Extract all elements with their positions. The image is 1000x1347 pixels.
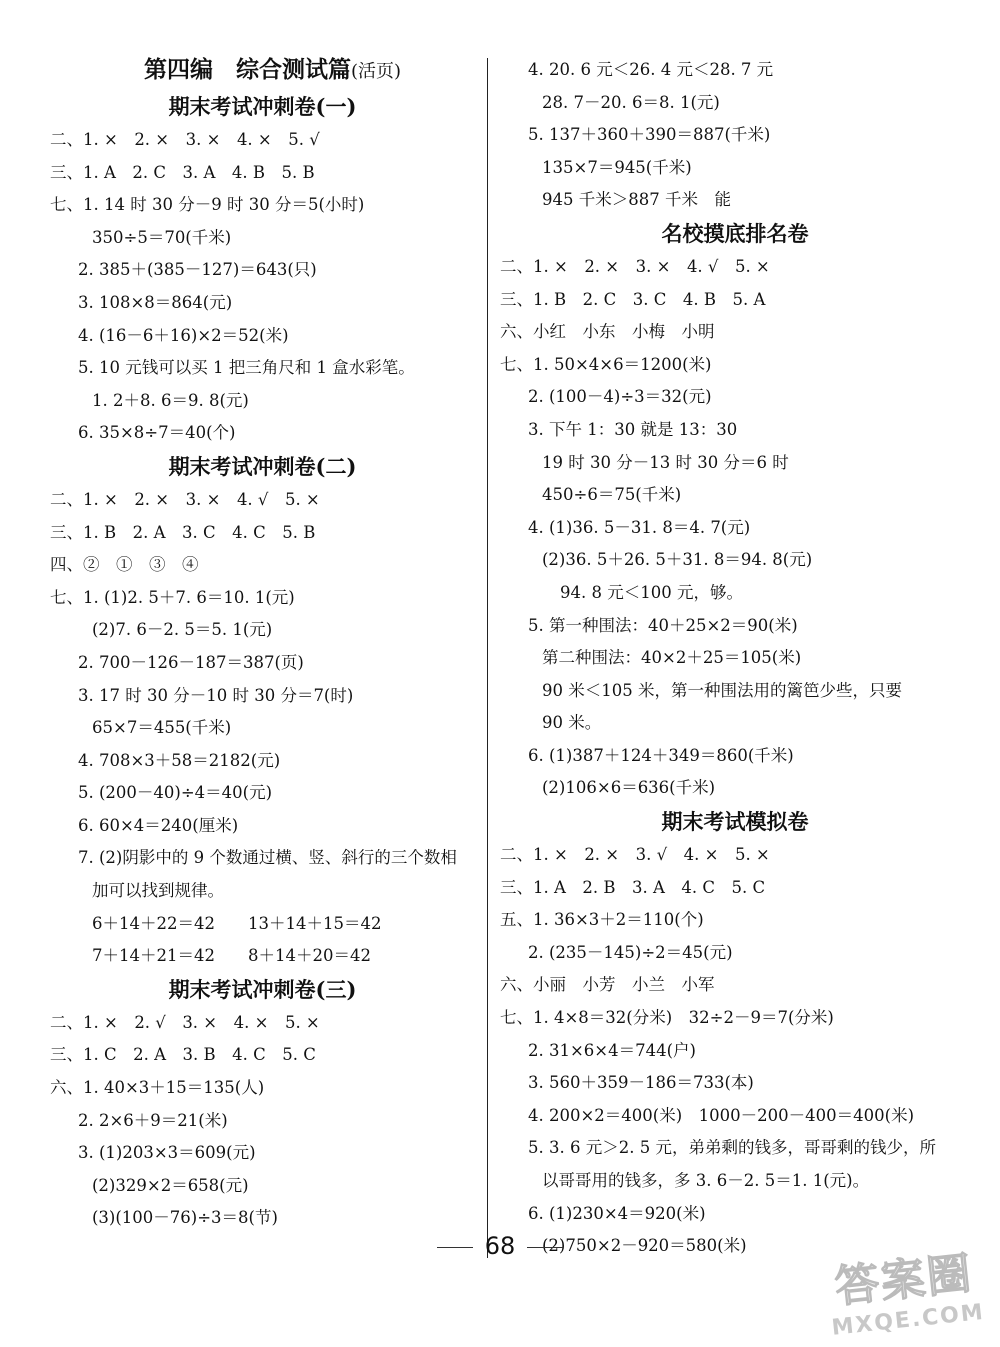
watermark-logo <box>824 1236 986 1341</box>
answer-line: 三、1. C 2. A 3. B 4. C 5. C <box>50 1045 316 1065</box>
section-header: 期末考试模拟卷 <box>661 809 809 835</box>
answer-line: 5. (200－40)÷4＝40(元) <box>78 783 273 803</box>
left-column <box>50 50 475 1235</box>
answer-line: 2. (100－4)÷3＝32(元) <box>528 387 712 407</box>
page-number: 68 <box>484 1232 516 1260</box>
answer-line: 六、小红 小东 小梅 小明 <box>500 322 715 342</box>
answer-line: 4. 20. 6 元＜26. 4 元＜28. 7 元 <box>528 60 774 79</box>
answer-line: 7. (2)阴影中的 9 个数通过横、竖、斜行的三个数相 <box>78 848 457 868</box>
answer-line: 2. (235－145)÷2＝45(元) <box>528 942 733 962</box>
answer-line: 4. (16－6＋16)×2＝52(米) <box>78 325 289 345</box>
footer-dash-left <box>437 1247 473 1248</box>
answer-line: 四、② ① ③ ④ <box>50 555 199 575</box>
answer-line: 6＋14＋22＝42 13＋14＋15＝42 <box>92 913 382 933</box>
answer-line: 加可以找到规律。 <box>92 881 224 901</box>
answer-line: 65×7＝455(千米) <box>92 718 232 738</box>
answer-line: 28. 7－20. 6＝8. 1(元) <box>542 92 720 112</box>
answer-line: 二、1. × 2. × 3. × 4. √ 5. × <box>500 256 770 276</box>
answer-line: 5. 3. 6 元＞2. 5 元，弟弟剩的钱多，哥哥剩的钱少，所 <box>528 1138 936 1158</box>
right-answers <box>500 54 970 1263</box>
answer-line: 以哥哥用的钱多，多 3. 6－2. 5＝1. 1(元)。 <box>542 1171 870 1190</box>
answer-line: 945 千米＞887 千米 能 <box>542 190 731 210</box>
section-title-note: (活页) <box>350 61 402 82</box>
answer-line: 6. 60×4＝240(厘米) <box>78 815 239 835</box>
answer-line: 3. 108×8＝864(元) <box>78 292 233 312</box>
answer-line: 5. 137＋360＋390＝887(千米) <box>528 125 771 145</box>
answer-line: 三、1. A 2. C 3. A 4. B 5. B <box>50 162 315 182</box>
answer-line: (2)106×6＝636(千米) <box>542 778 716 798</box>
answer-line: 3. 560＋359－186＝733(本) <box>528 1073 754 1093</box>
right-column <box>500 54 970 1263</box>
answer-line: 2. 31×6×4＝744(户) <box>528 1040 696 1060</box>
answer-line: 90 米＜105 米，第一种围法用的篱笆少些，只要 <box>542 680 902 700</box>
answer-line: 二、1. × 2. × 3. × 4. × 5. √ <box>50 130 320 149</box>
answer-line: 五、1. 36×3＋2＝110(个) <box>500 910 704 930</box>
answer-line: 3. 17 时 30 分－10 时 30 分＝7(时) <box>78 685 354 705</box>
answer-line: 2. 385＋(385－127)＝643(只) <box>78 260 317 280</box>
answer-line: 2. 700－126－187＝387(页) <box>78 652 304 672</box>
answer-line: 二、1. × 2. √ 3. × 4. × 5. × <box>50 1012 320 1032</box>
answer-line: 2. 2×6＋9＝21(米) <box>78 1110 228 1130</box>
answer-line: 3. 下午 1：30 就是 13：30 <box>528 419 738 439</box>
watermark-top: 答案圈 <box>833 1247 976 1314</box>
answer-line: 5. 10 元钱可以买 1 把三角尺和 1 盒水彩笔。 <box>78 358 415 378</box>
answer-line: (2)7. 6－2. 5＝5. 1(元) <box>92 620 273 640</box>
section-header: 名校摸底排名卷 <box>661 220 809 246</box>
answer-line: 6. (1)230×4＝920(米) <box>528 1203 706 1223</box>
column-divider <box>487 58 488 1258</box>
left-answers <box>50 90 475 1235</box>
answer-line: (2)329×2＝658(元) <box>92 1175 249 1195</box>
answer-line: 90 米。 <box>542 713 602 733</box>
answer-line: 七、1. 14 时 30 分－9 时 30 分＝5(小时) <box>50 195 365 215</box>
answer-line: 第二种围法：40×2＋25＝105(米) <box>542 648 802 668</box>
answer-line: 6. (1)387＋124＋349＝860(千米) <box>528 745 794 765</box>
answer-line: 二、1. × 2. × 3. × 4. √ 5. × <box>50 489 320 509</box>
answer-line: 三、1. B 2. C 3. C 4. B 5. A <box>500 289 766 309</box>
answer-line: 350÷5＝70(千米) <box>92 227 232 247</box>
section-header: 期末考试冲刺卷(二) <box>168 453 357 479</box>
answer-line: 19 时 30 分－13 时 30 分＝6 时 <box>542 452 789 472</box>
answer-line: 450÷6＝75(千米) <box>542 485 682 505</box>
answer-line: 二、1. × 2. × 3. √ 4. × 5. × <box>500 845 770 865</box>
answer-line: (2)36. 5＋26. 5＋31. 8＝94. 8(元) <box>542 550 813 570</box>
answer-line: 4. 200×2＝400(米) 1000－200－400＝400(米) <box>528 1105 915 1125</box>
section-header: 期末考试冲刺卷(一) <box>168 94 357 119</box>
answer-line: 6. 35×8÷7＝40(个) <box>78 423 236 443</box>
answer-line: (2)750×2－920＝580(米) <box>542 1236 747 1256</box>
answer-line: 三、1. A 2. B 3. A 4. C 5. C <box>500 877 766 897</box>
section-title-main: 第四编 综合测试篇 <box>143 56 351 83</box>
answer-line: 94. 8 元＜100 元，够。 <box>560 582 743 602</box>
section-title <box>50 50 475 90</box>
answer-line: 135×7＝945(千米) <box>542 157 692 177</box>
answer-line: 5. 第一种围法：40＋25×2＝90(米) <box>528 615 798 635</box>
answer-line: 7＋14＋21＝42 8＋14＋20＝42 <box>92 946 371 966</box>
answer-line: 1. 2＋8. 6＝9. 8(元) <box>92 390 249 410</box>
footer-dash-right <box>527 1247 563 1248</box>
answer-line: 六、小丽 小芳 小兰 小军 <box>500 975 715 995</box>
answer-line: 三、1. B 2. A 3. C 4. C 5. B <box>50 522 316 542</box>
answer-line: 七、1. 50×4×6＝1200(米) <box>500 354 712 374</box>
section-header: 期末考试冲刺卷(三) <box>168 976 357 1002</box>
answer-line: 4. 708×3＋58＝2182(元) <box>78 750 281 770</box>
answer-line: 3. (1)203×3＝609(元) <box>78 1143 256 1163</box>
answer-line: 七、1. 4×8＝32(分米) 32÷2－9＝7(分米) <box>500 1008 834 1028</box>
watermark-bottom: MXQE.COM <box>830 1299 987 1341</box>
answer-line: 六、1. 40×3＋15＝135(人) <box>50 1078 265 1098</box>
answer-line: (3)(100－76)÷3＝8(节) <box>92 1208 278 1228</box>
answer-line: 4. (1)36. 5－31. 8＝4. 7(元) <box>528 517 751 537</box>
answer-line: 七、1. (1)2. 5＋7. 6＝10. 1(元) <box>50 587 295 607</box>
